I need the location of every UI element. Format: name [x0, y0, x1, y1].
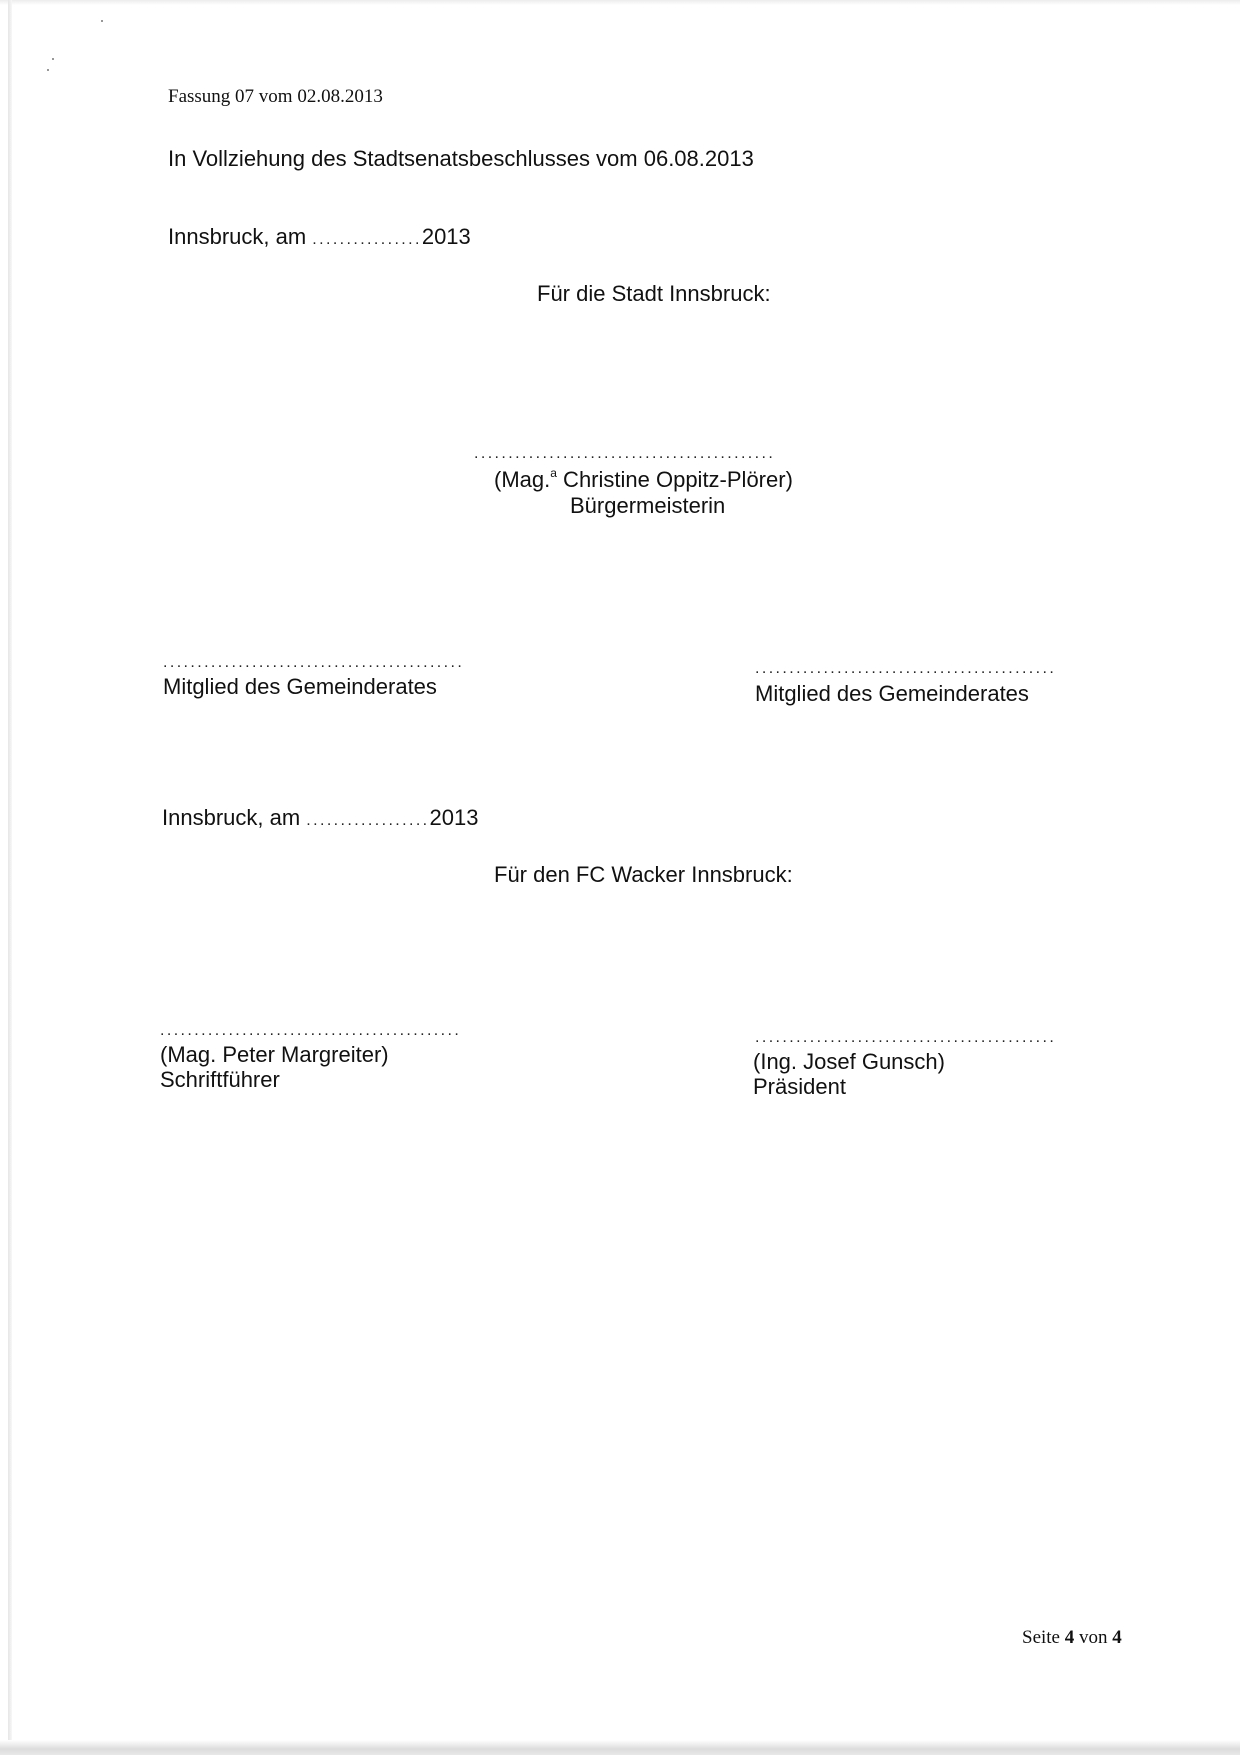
city-place-date-line [168, 224, 471, 253]
scan-speck [52, 58, 54, 60]
mayor-title: Bürgermeisterin [570, 493, 726, 518]
page-of: von [1079, 1627, 1108, 1648]
mayor-name [494, 467, 793, 493]
council-right-signature-line: ............................................ [755, 660, 1057, 677]
page-number [1022, 1625, 1122, 1651]
page-word: Seite [1022, 1627, 1060, 1648]
place-date-label: Innsbruck, am [162, 805, 301, 830]
mayor-name-rest: Christine Oppitz-Plörer) [556, 467, 793, 492]
page-total: 4 [1112, 1627, 1122, 1648]
mayor-signature-line: ............................................ [474, 445, 776, 462]
resolution-line: In Vollziehung des Stadtsenatsbeschlusses vom 06.08.2013 [168, 146, 754, 171]
city-party-label: Für die Stadt Innsbruck: [537, 281, 771, 306]
president-title: Präsident [753, 1074, 846, 1099]
mayor-name-prefix: (Mag. [494, 467, 551, 492]
secretary-title: Schriftführer [160, 1067, 280, 1092]
council-left-signature-line: ............................................ [163, 654, 465, 671]
mayor-name-sup: a [550, 465, 557, 480]
secretary-signature-line: ............................................ [160, 1022, 462, 1039]
scan-speck [101, 20, 103, 22]
scan-speck [47, 69, 49, 71]
date-year: 2013 [421, 224, 471, 249]
council-right-title: Mitglied des Gemeinderates [755, 681, 1029, 706]
page-current: 4 [1064, 1627, 1075, 1648]
club-party-label: Für den FC Wacker Innsbruck: [494, 862, 793, 887]
date-dots: ................ [312, 231, 422, 248]
council-left-title: Mitglied des Gemeinderates [163, 674, 437, 699]
version-line: Fassung 07 vom 02.08.2013 [168, 86, 383, 107]
president-name: (Ing. Josef Gunsch) [753, 1049, 945, 1074]
club-place-date-line [162, 805, 478, 834]
date-dots: .................. [306, 812, 430, 829]
scan-bottom-edge [0, 1740, 1240, 1755]
secretary-name: (Mag. Peter Margreiter) [160, 1042, 389, 1067]
president-signature-line: ............................................ [755, 1029, 1057, 1046]
scan-top-edge [0, 0, 1240, 5]
date-year: 2013 [429, 805, 479, 830]
scan-left-edge [8, 0, 12, 1755]
place-date-label: Innsbruck, am [168, 224, 307, 249]
